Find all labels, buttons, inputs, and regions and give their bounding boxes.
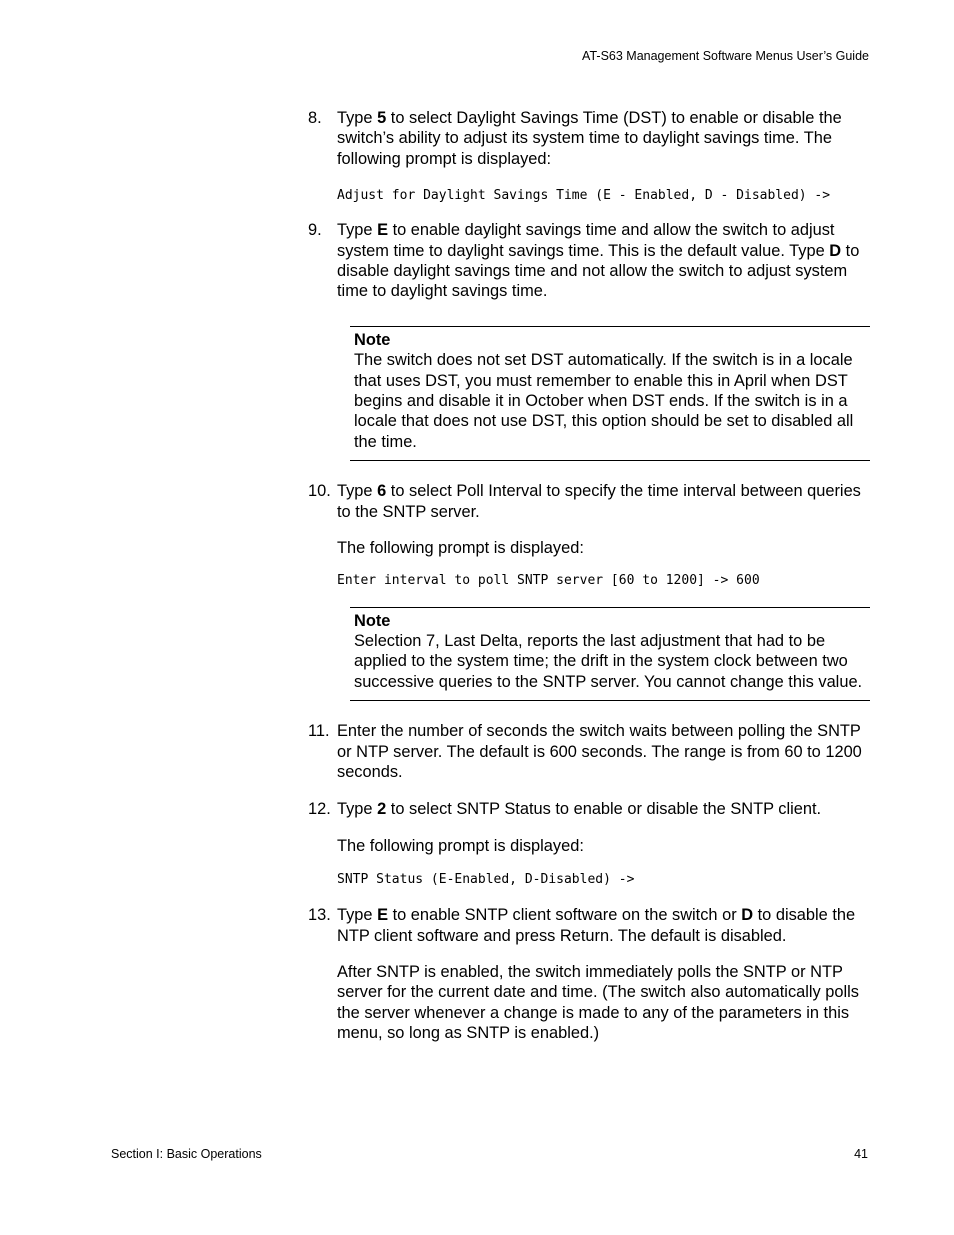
step-number: 13.: [308, 906, 331, 925]
step-text: [337, 481, 870, 522]
text-run: Type: [337, 482, 378, 501]
text-run: Type: [337, 221, 378, 240]
follow-text: The following prompt is displayed:: [337, 836, 584, 855]
text-run: Type: [337, 800, 378, 819]
step-number: 8.: [308, 109, 322, 127]
text-run: to disable daylight savings time and not allow the switch to adjust system time to daylight savings time.: [337, 241, 860, 301]
step-8: [308, 108, 870, 206]
key-label: E: [377, 221, 389, 240]
note-title: Note: [354, 330, 391, 349]
follow-text: The following prompt is displayed:: [337, 539, 584, 558]
step-text: [337, 108, 870, 169]
step-11: [308, 721, 870, 782]
footer-section: Section I: Basic Operations: [111, 1147, 262, 1161]
step-number: 11.: [308, 722, 330, 741]
console-prompt: SNTP Status (E-Enabled, D-Disabled) ->: [337, 872, 635, 888]
note-box: [350, 607, 870, 702]
key-label: D: [741, 906, 754, 925]
note-title: Note: [354, 611, 391, 630]
text-run: Type: [337, 109, 378, 127]
step-12: [308, 799, 870, 890]
page-number: 41: [854, 1147, 868, 1161]
step-13: [308, 905, 870, 1043]
step-text: [337, 905, 870, 946]
text-run: to select SNTP Status to enable or disable the SNTP client.: [386, 800, 822, 819]
running-header: AT-S63 Management Software Menus User’s Guide: [582, 49, 869, 63]
console-prompt: Adjust for Daylight Savings Time (E - Enabled, D - Disabled) ->: [337, 188, 831, 204]
key-label: 2: [377, 800, 387, 819]
note-text: The switch does not set DST automatically. If the switch is in a locale that uses DST, you must remember to enable this in April when DST begins and disable it in October when DST ends. If the switch is in a locale that does not use DST, this option should be set to disabled all the time.: [354, 351, 854, 451]
note-box: [350, 326, 870, 461]
step-number: 9.: [308, 221, 322, 240]
step-10: [308, 481, 870, 590]
step-number: 10.: [308, 482, 331, 501]
key-label: D: [829, 241, 842, 260]
page-body: [308, 108, 870, 1044]
text-run: to disable the NTP client software and press Return. The default is disabled.: [337, 906, 856, 945]
step-text: Enter the number of seconds the switch waits between polling the SNTP or NTP server. The default is 600 seconds. The range is from 60 to 1200 seconds.: [337, 722, 862, 781]
text-run: to select Daylight Savings Time (DST) to enable or disable the switch’s ability to adjust its system time to daylight savings time. The following prompt is displayed:: [337, 109, 842, 168]
step-9: [308, 220, 870, 302]
key-label: 6: [377, 482, 387, 501]
after-text: After SNTP is enabled, the switch immediately polls the SNTP or NTP server for the current date and time. (The switch also automatically polls the server whenever a change is made to any of the parameters in this menu, so long as SNTP is enabled.): [337, 962, 859, 1043]
step-number: 12.: [308, 800, 331, 819]
text-run: to enable daylight savings time and allow the switch to adjust system time to daylight savings time. This is the default value. Type: [337, 221, 835, 260]
text-run: to select Poll Interval to specify the time interval between queries to the SNTP server.: [337, 482, 861, 521]
step-text: [337, 220, 870, 302]
key-label: 5: [377, 109, 387, 127]
text-run: to enable SNTP client software on the switch or: [388, 906, 742, 925]
text-run: Type: [337, 906, 378, 925]
note-text: Selection 7, Last Delta, reports the last adjustment that had to be applied to the system time; the drift in the system clock between two successive queries to the SNTP server. You cannot change this value.: [354, 631, 863, 691]
console-prompt: Enter interval to poll SNTP server [60 to 1200] -> 600: [337, 572, 760, 588]
key-label: E: [377, 906, 389, 925]
step-text: [337, 799, 870, 819]
